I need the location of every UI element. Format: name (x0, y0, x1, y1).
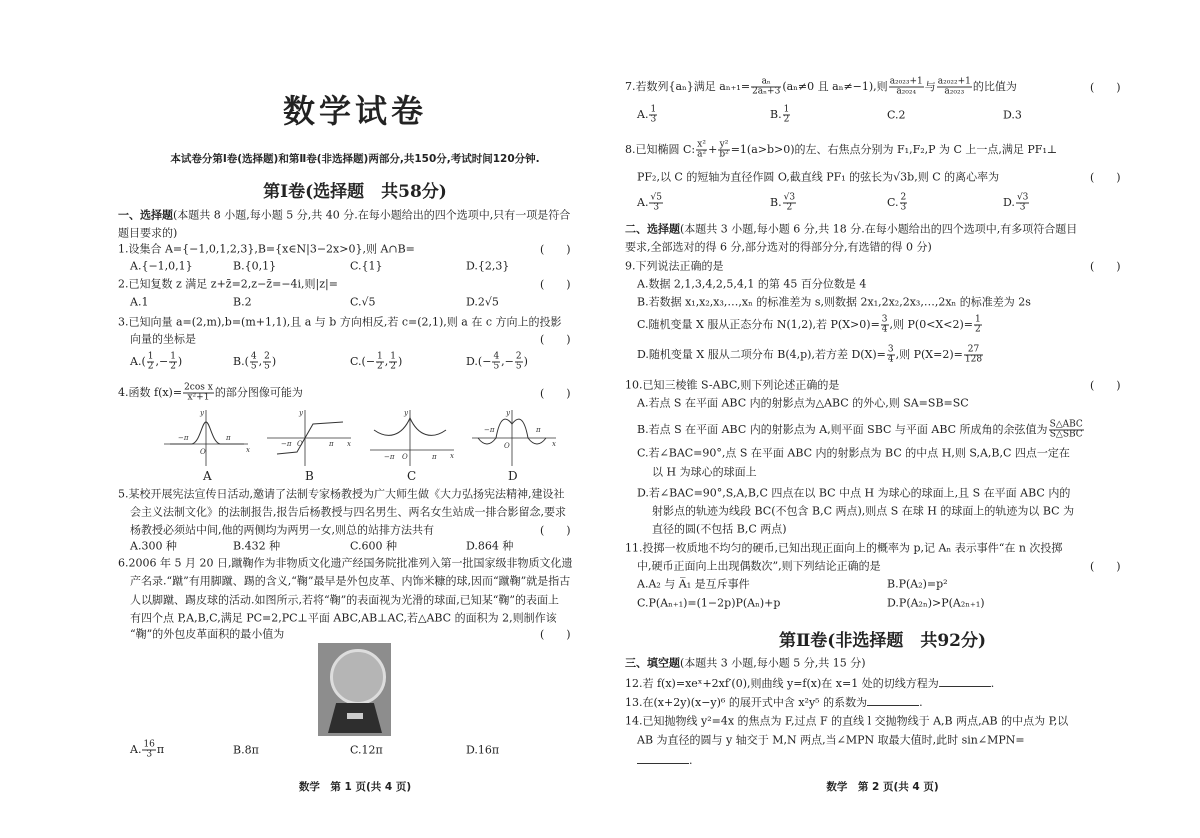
page2-line (637, 561, 881, 572)
page2-line (625, 696, 923, 708)
text-run: 7.若数列{aₙ}满足 aₙ₊₁= (625, 80, 751, 93)
svg-text:π: π (329, 440, 334, 448)
text-run: 3.已知向量 a=(2,m),b=(m+1,1),且 a 与 b 方向相反,若 c=(2,1),则 a 在 c 方向上的投影 (118, 315, 562, 329)
answer-option-c (350, 353, 402, 372)
text-run: B.432 种 (233, 539, 281, 553)
page2-line (637, 346, 984, 365)
page2-line (637, 316, 983, 335)
text-run: D.随机变量 X 服从二项分布 B(4,p),若方差 D(X)= (637, 348, 886, 361)
text-run: ) (271, 355, 277, 368)
answer-blank (867, 696, 919, 706)
denominator: 5 (250, 361, 257, 372)
text-run: ) (398, 355, 403, 368)
text-run: 12.若 f(x)=xeˣ+2xf′(0),则曲线 y=f(x)在 x=1 处的切线方程为 (625, 677, 939, 690)
numerator: y² (719, 139, 729, 150)
numerator: √3 (783, 192, 796, 203)
answer-option-d (466, 297, 499, 308)
fraction (263, 353, 271, 372)
text-run: 5.某校开展宪法宣传日活动,邀请了法制专家杨教授为广大师生做《大力弘扬宪法精神,建设社 (118, 487, 565, 501)
text-run: C.{1} (350, 259, 383, 273)
text-run: A.( (130, 355, 146, 368)
denominator: 2 (170, 361, 176, 372)
page2-line (652, 506, 1074, 517)
fraction (937, 78, 972, 97)
text-run: ,− (501, 355, 514, 368)
numerator: 4 (250, 351, 257, 362)
text-run: 人以脚蹴、踢皮球的活动.如图所示,若将“鞠”的表面视为光滑的球面,已知某“鞠”的表面上 (130, 593, 559, 607)
denominator: 2 (786, 202, 793, 213)
denominator: x²+1 (187, 392, 210, 403)
page1-line (118, 210, 570, 221)
text-run: (本题共 3 小题,每小题 6 分,共 18 分.在每小题给出的四个选项中,有多项符合题目 (680, 222, 1078, 236)
text-run: A.1 (130, 295, 149, 309)
text-run: 1.设集合 A={−1,0,1,2,3},B={x∈N|3−2x>0},则 A∩B= (118, 242, 415, 256)
text-run: D.若∠BAC=90°,S,A,B,C 四点在以 BC 中点 H 为球心的球面上,且 S 在平面 ABC 内的 (637, 486, 1071, 500)
denominator: S△SBC (1049, 429, 1083, 440)
fraction (147, 353, 155, 372)
text-run: B.P(A₂)=p² (887, 577, 948, 591)
fraction (974, 316, 982, 335)
page2-line (625, 380, 839, 391)
page1-line (130, 334, 196, 345)
fraction (492, 353, 500, 372)
page1-line (118, 228, 177, 239)
text-run: ) (523, 355, 528, 368)
fraction (696, 141, 707, 160)
answer-bracket: ( ) (540, 628, 571, 641)
page1-line (118, 244, 415, 255)
text-run: D.P(A₂ₙ)>P(A₂ₙ₊₁) (887, 596, 985, 610)
fraction (649, 106, 657, 125)
answer-option-c (350, 261, 383, 272)
page2-line (625, 658, 866, 669)
text-run: AB 为直径的圆与 y 轴交于 M,N 两点,当∠MPN 取最大值时,此时 sin∠MPN= (637, 733, 1025, 747)
numerator: 1 (170, 351, 176, 362)
answer-option-c (350, 297, 376, 308)
text-run: 9.下列说法正确的是 (625, 259, 724, 273)
answer-bracket: ( ) (1090, 560, 1121, 573)
numerator: a₂₀₂₃+1 (889, 76, 923, 87)
text-run: (本题共 8 小题,每小题 5 分,共 40 分.在每小题给出的四个选项中,只有一项是符合 (173, 208, 571, 222)
text-run: D.2√5 (466, 295, 499, 309)
answer-option-b (233, 261, 276, 272)
page2-line (625, 543, 1062, 554)
fraction (389, 353, 397, 372)
page2-line (637, 172, 999, 183)
denominator: 2 (975, 324, 981, 335)
text-run: B.{0,1} (233, 259, 277, 273)
page1-line (130, 525, 434, 536)
page2-line (652, 467, 757, 478)
answer-option-a (130, 741, 164, 760)
page2-line (637, 735, 1025, 746)
denominator: 128 (964, 354, 983, 365)
svg-text:−π: −π (384, 453, 395, 461)
svg-text:y: y (299, 409, 303, 417)
text-run: 题目要求的) (118, 226, 178, 240)
text-run: C.2 (887, 108, 906, 122)
fraction (783, 194, 796, 213)
text-run: 中,硬币正面向上出现偶数次”,则下列结论正确的是 (637, 559, 881, 573)
section-label: 一、选择题 (118, 208, 173, 222)
text-run: 6.2006 年 5 月 20 日,蹴鞠作为非物质文化遗产经国务院批准列入第一批国家级非物质文化遗 (118, 556, 573, 570)
numerator: 1 (377, 351, 383, 362)
page1-line (118, 384, 303, 403)
answer-option-b (233, 353, 276, 372)
text-run: B.若数据 x₁,x₂,x₃,…,xₙ 的标准差为 s,则数据 2x₁,2x₂,2x₃,…,2xₙ 的标准差为 2s (637, 295, 1031, 309)
text-run: B.2 (233, 295, 252, 309)
svg-text:π: π (536, 426, 541, 434)
svg-text:O: O (200, 448, 206, 456)
q4-graph-b (265, 406, 355, 468)
answer-option-b (887, 579, 948, 590)
text-run: ,则 P(0<X<2)= (889, 318, 973, 331)
svg-text:y: y (404, 409, 408, 417)
text-run: A.若点 S 在平面 ABC 内的射影点为△ABC 的外心,则 SA=SB=SC (637, 396, 969, 410)
text-run: PF₂,以 C 的短轴为直径作圆 O,截直线 PF₁ 的弦长为√3b,则 C 的离心率为 (637, 170, 1000, 184)
numerator: 4 (493, 351, 500, 362)
svg-text:x: x (552, 440, 556, 448)
section-label: 二、选择题 (625, 222, 680, 236)
text-run: 会主义法制文化》的法制报告,报告后杨教授与四名男生、两名女生站成一排合影留念,要求 (130, 505, 566, 519)
svg-text:−π: −π (484, 426, 495, 434)
text-run: A. (130, 743, 142, 756)
answer-option-a (130, 541, 177, 552)
answer-bracket: ( ) (540, 333, 571, 346)
answer-blank (939, 677, 991, 687)
text-run: “鞠”的外包皮革面积的最小值为 (130, 627, 285, 641)
svg-text:x: x (450, 452, 454, 460)
text-run: C.随机变量 X 服从正态分布 N(1,2),若 P(X>0)= (637, 318, 880, 331)
text-run: 与 (924, 80, 936, 93)
text-run: C. (887, 196, 899, 209)
q4-label-a: A (203, 469, 212, 483)
fraction (376, 353, 384, 372)
denominator: a₂₀₂₄ (896, 86, 917, 97)
fraction (515, 353, 523, 372)
numerator: 27 (964, 346, 983, 356)
numerator: 1 (147, 351, 154, 362)
fraction (169, 353, 177, 372)
text-run: 10.已知三棱锥 S-ABC,则下列论述正确的是 (625, 378, 840, 392)
numerator: 1 (783, 104, 790, 115)
svg-text:O: O (504, 442, 510, 450)
answer-option-d (466, 541, 513, 552)
answer-option-d (1003, 110, 1022, 121)
numerator: 2cos x (184, 382, 213, 393)
answer-option-b (233, 541, 280, 552)
page2-line (637, 421, 1085, 440)
numerator: 2 (900, 192, 907, 203)
answer-blank (637, 754, 689, 764)
text-run: 2.已知复数 z 满足 z+z̄=2,z−z̄=−4i,则|z|= (118, 277, 338, 291)
text-run: . (689, 754, 693, 767)
numerator: 3 (881, 314, 888, 325)
denominator: 3 (1019, 202, 1026, 213)
text-run: (本题共 3 小题,每小题 5 分,共 15 分) (680, 656, 866, 670)
denominator: 5 (515, 361, 522, 372)
page2-line (625, 78, 1017, 97)
numerator: 1 (975, 314, 981, 325)
exam-instructions: 本试卷分第Ⅰ卷(选择题)和第Ⅱ卷(非选择题)两部分,共150分,考试时间120分钟. (170, 153, 540, 165)
text-run: , (384, 355, 389, 368)
denominator: 2 (390, 361, 396, 372)
answer-option-d (466, 261, 509, 272)
text-run: A.数据 2,1,3,4,2,5,4,1 的第 45 百分位数是 4 (637, 277, 867, 291)
text-run: C.若∠BAC=90°,点 S 在平面 ABC 内的射影点为 BC 的中点 H,则 S,A,B,C 四点一定在 (637, 446, 1070, 460)
fraction (887, 346, 895, 365)
answer-option-a (130, 353, 182, 372)
q4-label-d: D (508, 469, 518, 483)
page2-line (637, 754, 693, 766)
page2-line (625, 261, 724, 272)
ball-shape (330, 649, 386, 705)
numerator: √3 (1016, 192, 1029, 203)
denominator: 2aₙ+3 (752, 86, 781, 97)
q4-graph-a (162, 406, 252, 468)
text-run: ,则 P(X=2)= (895, 348, 963, 361)
text-run: D.{2,3} (466, 259, 510, 273)
text-run: C.600 种 (350, 539, 398, 553)
page1-line (118, 489, 565, 500)
text-run: D.3 (1003, 108, 1022, 122)
answer-bracket: ( ) (1090, 379, 1121, 392)
numerator: 2 (264, 351, 270, 362)
answer-bracket: ( ) (540, 524, 571, 537)
answer-bracket: ( ) (540, 278, 571, 291)
answer-option-c (350, 541, 397, 552)
text-run: B.( (233, 355, 249, 368)
svg-text:π: π (226, 434, 231, 442)
page2-line (637, 398, 969, 409)
numerator: a₂₀₂₂+1 (937, 76, 971, 87)
fraction (142, 741, 155, 760)
answer-option-b (233, 745, 259, 756)
answer-option-a (130, 261, 193, 272)
page1-line (130, 576, 570, 587)
fraction (649, 194, 662, 213)
page1-line (130, 613, 557, 624)
text-run: 产名录.“蹴”有用脚蹴、踢的含义,“鞠”最早是外包皮革、内饰米糠的球,因而“蹴鞠”就是指古 (130, 574, 571, 588)
page1-footer: 数学 第 1 页(共 4 页) (298, 781, 412, 793)
text-run: B. (770, 196, 782, 209)
answer-option-c (887, 194, 908, 213)
text-run: 直径的圆(不包括 B,C 两点) (652, 522, 787, 536)
text-run: A. (637, 196, 649, 209)
denominator: a₂₀₂₃ (944, 86, 965, 97)
denominator: 3 (653, 202, 660, 213)
text-run: C.P(Aₙ₊₁)=(1−2p)P(Aₙ)+p (637, 596, 781, 610)
page2-line (637, 448, 1070, 459)
text-run: 的部分图像可能为 (214, 386, 303, 399)
fraction (1049, 421, 1084, 440)
answer-option-d (1003, 194, 1030, 213)
page1-line (130, 507, 566, 518)
denominator: 3 (900, 202, 907, 213)
text-run: A. (637, 108, 649, 121)
text-run: 11.投掷一枚质地不均匀的硬币,已知出现正面向上的概率为 p,记 Aₙ 表示事件“在 n 次投掷 (625, 541, 1063, 555)
text-run: + (708, 143, 718, 156)
section-label: 三、填空题 (625, 656, 680, 670)
svg-text:y: y (506, 409, 510, 417)
text-run: B.8π (233, 743, 259, 757)
svg-text:O: O (297, 440, 303, 448)
denominator: 3 (650, 114, 657, 125)
text-run: A.300 种 (130, 539, 177, 553)
numerator: 1 (650, 104, 657, 115)
text-run: D. (1003, 196, 1015, 209)
denominator: 4 (881, 324, 888, 335)
answer-option-d (466, 353, 528, 372)
answer-option-b (233, 297, 252, 308)
numerator: 2 (515, 351, 522, 362)
fraction (1016, 194, 1029, 213)
text-run: C.√5 (350, 295, 376, 309)
text-run: ) (177, 355, 183, 368)
fraction (183, 384, 214, 403)
answer-option-a (637, 194, 664, 213)
answer-bracket: ( ) (1090, 81, 1121, 94)
text-run: 8.已知椭圆 C: (625, 143, 696, 156)
q4-graph-c (368, 406, 458, 468)
denominator: 3 (146, 749, 153, 760)
text-run: . (919, 696, 923, 709)
text-run: , (258, 355, 263, 368)
text-run: B. (770, 108, 782, 121)
page2-line (637, 297, 1031, 308)
page2-line (637, 488, 1070, 499)
text-run: 14.已知抛物线 y²=4x 的焦点为 F,过点 F 的直线 l 交抛物线于 A,B 两点,AB 的中点为 P,以 (625, 714, 1069, 728)
page2-line (625, 224, 1077, 235)
fraction (783, 106, 791, 125)
fraction (718, 141, 729, 160)
text-run: 以 H 为球心的球面上 (652, 465, 757, 479)
page1-line (130, 595, 559, 606)
answer-option-d (466, 745, 499, 756)
text-run: (aₙ≠0 且 aₙ≠−1),则 (782, 80, 888, 93)
part1-heading: 第Ⅰ卷(选择题 共58分) (263, 182, 447, 202)
text-run: 的比值为 (972, 80, 1017, 93)
text-run: =1(a>b>0)的左、右焦点分别为 F₁,F₂,P 为 C 上一点,满足 PF₁⊥ (730, 143, 1058, 156)
svg-text:O: O (402, 453, 408, 461)
answer-option-a (637, 579, 750, 590)
numerator: √5 (650, 192, 662, 203)
denominator: b² (719, 149, 729, 160)
text-run: A.A₂ 与 A̅₁ 是互斥事件 (637, 577, 750, 591)
denominator: 4 (887, 354, 894, 365)
fraction (889, 78, 924, 97)
answer-bracket: ( ) (540, 387, 571, 400)
numerator: aₙ (751, 78, 781, 88)
q4-graph-d (470, 406, 560, 468)
fraction (964, 346, 983, 365)
svg-text:π: π (432, 453, 437, 461)
svg-text:−π: −π (178, 434, 189, 442)
svg-text:x: x (347, 440, 351, 448)
page1-line (118, 279, 338, 290)
denominator: 2 (377, 361, 383, 372)
cuju-ball-photo (318, 643, 391, 736)
page2-line (637, 279, 866, 290)
page2-line (625, 677, 994, 689)
text-run: 向量的坐标是 (130, 332, 196, 346)
text-run: 13.在(x+2y)(x−y)⁶ 的展开式中含 x²y⁵ 的系数为 (625, 696, 868, 709)
denominator: 5 (493, 361, 500, 372)
fraction (250, 353, 258, 372)
q4-label-c: C (407, 469, 417, 483)
text-run: π (156, 743, 165, 756)
answer-option-c (887, 110, 906, 121)
fraction (900, 194, 908, 213)
text-run: ,− (155, 355, 169, 368)
text-run: D.864 种 (466, 539, 514, 553)
page2-line (625, 716, 1068, 727)
text-run: 杨教授必须站中间,他的两侧均为两男一女,则总的站排方法共有 (130, 523, 434, 537)
text-run: C.(− (350, 355, 376, 368)
text-run: D.16π (466, 743, 500, 757)
page1-line (130, 629, 284, 640)
text-run: C.12π (350, 743, 383, 757)
numerator: S△ABC (1049, 419, 1083, 430)
page2-line (625, 242, 932, 253)
page1-line (118, 558, 572, 569)
text-run: B.若点 S 在平面 ABC 内的射影点为 A,则平面 SBC 与平面 ABC 所成角的余弦值为 (637, 423, 1048, 436)
answer-option-b (887, 598, 985, 609)
part2-heading: 第Ⅱ卷(非选择题 共92分) (778, 631, 987, 651)
answer-bracket: ( ) (540, 243, 571, 256)
numerator: 3 (887, 344, 894, 355)
text-run: A.{−1,0,1} (130, 259, 193, 273)
page2-line (652, 524, 787, 535)
denominator: 2 (147, 361, 154, 372)
page2-line (625, 141, 1057, 160)
text-run: 有四个点 P,A,B,C,满足 PC=2,PC⊥平面 ABC,AB⊥AC,若△ABC 的面积为 2,则制作该 (130, 611, 557, 625)
answer-option-c (350, 745, 383, 756)
denominator: 5 (264, 361, 270, 372)
numerator: x² (697, 139, 706, 150)
denominator: 2 (783, 114, 790, 125)
answer-option-a (130, 297, 148, 308)
text-run: 4.函数 f(x)= (118, 386, 183, 399)
answer-option-a (637, 106, 658, 125)
stand-plate (347, 713, 363, 719)
text-run: . (990, 677, 995, 690)
fraction (881, 316, 889, 335)
svg-text:−π: −π (281, 440, 292, 448)
page2-footer: 数学 第 2 页(共 4 页) (826, 781, 939, 793)
text-run: 要求,全部选对的得 6 分,部分选对的得部分分,有选错的得 0 分) (625, 240, 932, 254)
svg-text:x: x (246, 446, 250, 454)
numerator: 1 (390, 351, 396, 362)
text-run: D.(− (466, 355, 492, 368)
page1-line (118, 317, 562, 328)
answer-bracket: ( ) (1090, 260, 1121, 273)
numerator: 16 (143, 739, 155, 750)
denominator: a² (697, 149, 707, 160)
exam-title: 数学试卷 (282, 92, 427, 130)
answer-option-b (770, 106, 791, 125)
text-run: 射影点的轨迹为线段 BC(不包含 B,C 两点),则点 S 在球 H 的球面上的轨迹为以 BC 为 (652, 504, 1075, 518)
q4-label-b: B (305, 469, 314, 483)
answer-bracket: ( ) (1090, 171, 1121, 184)
fraction (751, 78, 781, 97)
svg-text:y: y (200, 409, 204, 417)
answer-option-a (637, 598, 780, 609)
answer-option-b (770, 194, 797, 213)
